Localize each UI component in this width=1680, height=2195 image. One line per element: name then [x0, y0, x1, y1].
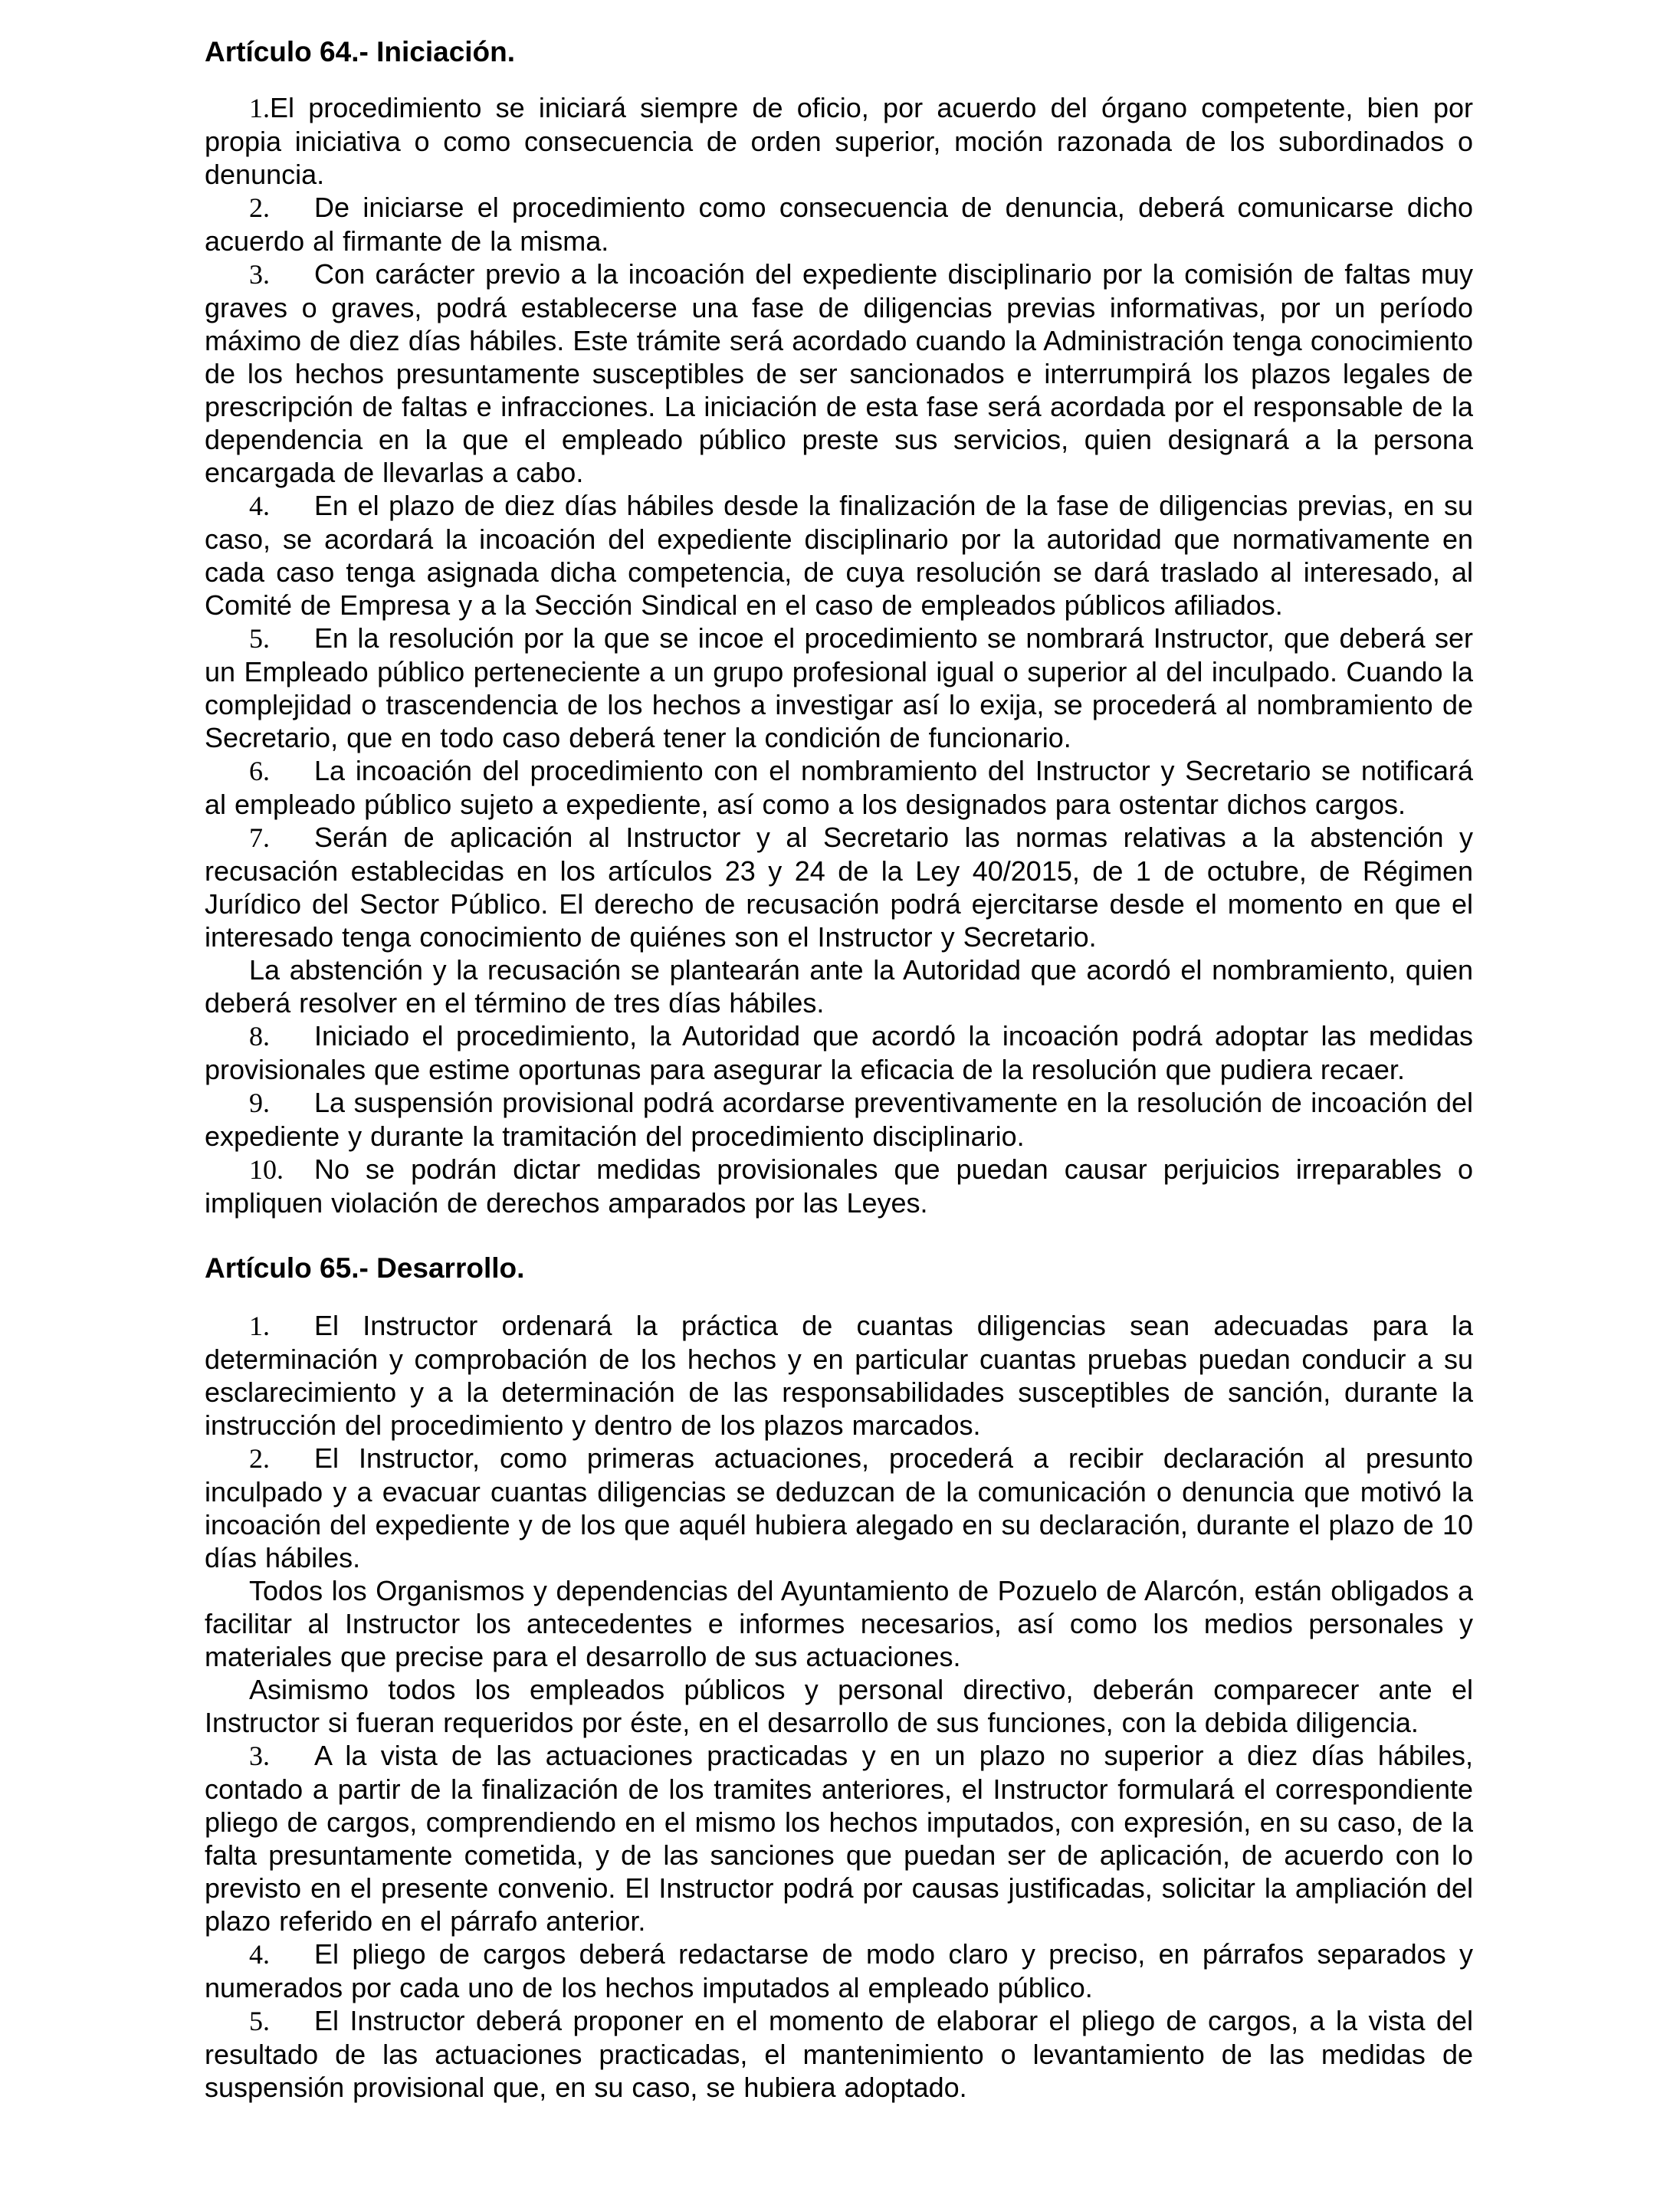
paragraph	[205, 91, 1473, 191]
paragraph	[205, 1937, 1473, 2004]
paragraph-text: El Instructor deberá proponer en el momento de elaborar el pliego de cargos, a la vista del resultado de las actuaciones practicadas, el mantenimiento o levantamiento de las medidas de suspensión provisional que, en su caso, se hubiera adoptado.	[205, 2005, 1473, 2103]
paragraph-text: A la vista de las actuaciones practicadas y en un plazo no superior a diez días hábiles, contado a partir de la finalización de los tramites anteriores, el Instructor formulará el correspondiente pliego de cargos, comprendiendo en el mismo los hechos imputados, con expresión, en su caso, de la falta presuntamente cometida, y de las sanciones que puedan ser de aplicación, de acuerdo con lo previsto en el presente convenio. El Instructor podrá por causas justificadas, solicitar la ampliación del plazo referido en el párrafo anterior.	[205, 1740, 1473, 1937]
paragraph-number: 4.	[249, 1939, 270, 1970]
paragraph-text: De iniciarse el procedimiento como consecuencia de denuncia, deberá comunicarse dicho acuerdo al firmante de la misma.	[205, 192, 1473, 257]
article-65-heading: Artículo 65.- Desarrollo.	[205, 1252, 525, 1284]
paragraph-text: El Instructor, como primeras actuaciones, procederá a recibir declaración al presunto inculpado y a evacuar cuantas diligencias se deduzcan de la comunicación o denuncia que motivó la incoación del expediente y de los que aquél hubiera alegado en su declaración, durante el plazo de 10 días hábiles.	[205, 1442, 1473, 1573]
paragraph-number: 5.	[249, 2006, 270, 2036]
paragraph	[205, 1739, 1473, 1937]
paragraph-text: Todos los Organismos y dependencias del Ayuntamiento de Pozuelo de Alarcón, están obligados a facilitar al Instructor los antecedentes e informes necesarios, así como los medios personales y materiales que precise para el desarrollo de sus actuaciones.	[205, 1575, 1473, 1672]
paragraph	[205, 1309, 1473, 1442]
paragraph-number: 10.	[249, 1154, 284, 1185]
paragraph	[205, 191, 1473, 258]
paragraph-text: Con carácter previo a la incoación del expediente disciplinario por la comisión de faltas muy graves o graves, podrá establecerse una fase de diligencias previas informativas, por un período máximo de diez días hábiles. Este trámite será acordado cuando la Administración tenga conocimiento de los hechos presuntamente susceptibles de ser sancionados e interrumpirá los plazos legales de prescripción de faltas e infracciones. La iniciación de esta fase será acordada por el responsable de la dependencia en la que el empleado público preste sus servicios, quien designará a la persona encargada de llevarlas a cabo.	[205, 258, 1473, 488]
paragraph-text: Asimismo todos los empleados públicos y personal directivo, deberán comparecer ante el Instructor si fueran requeridos por éste, en el desarrollo de sus funciones, con la debida diligencia.	[205, 1674, 1473, 1738]
paragraph-number: 2.	[249, 1443, 270, 1474]
paragraph-text: Serán de aplicación al Instructor y al Secretario las normas relativas a la abstención y recusación establecidas en los artículos 23 y 24 de la Ley 40/2015, de 1 de octubre, de Régimen Jurídico del Sector Público. El derecho de recusación podrá ejercitarse desde el momento en que el interesado tenga conocimiento de quiénes son el Instructor y Secretario.	[205, 822, 1473, 953]
paragraph	[205, 2004, 1473, 2104]
paragraph-text: El procedimiento se iniciará siempre de oficio, por acuerdo del órgano competente, bien por propia iniciativa o como consecuencia de orden superior, moción razonada de los subordinados o denuncia.	[205, 92, 1473, 190]
paragraph	[205, 1086, 1473, 1153]
paragraph-text: En la resolución por la que se incoe el procedimiento se nombrará Instructor, que deberá ser un Empleado público perteneciente a un grupo profesional igual o superior al del inculpado. Cuando la complejidad o trascendencia de los hechos a investigar así lo exija, se procederá al nombramiento de Secretario, que en todo caso deberá tener la condición de funcionario.	[205, 622, 1473, 753]
paragraph	[205, 1574, 1473, 1673]
paragraph	[205, 754, 1473, 821]
paragraph	[205, 953, 1473, 1019]
paragraph-text: La incoación del procedimiento con el nombramiento del Instructor y Secretario se notificará al empleado público sujeto a expediente, así como a los designados para ostentar dichos cargos.	[205, 755, 1473, 820]
paragraph-text: No se podrán dictar medidas provisionales que puedan causar perjuicios irreparables o impliquen violación de derechos amparados por las Leyes.	[205, 1153, 1473, 1219]
paragraph-number: 6.	[249, 756, 270, 786]
paragraph	[205, 1153, 1473, 1219]
paragraph	[205, 622, 1473, 754]
paragraph-number: 5.	[249, 623, 270, 654]
paragraph-number: 9.	[249, 1088, 270, 1118]
paragraph-number: 4.	[249, 491, 270, 521]
paragraph-text: El Instructor ordenará la práctica de cuantas diligencias sean adecuadas para la determinación y comprobación de los hechos y en particular cuantas pruebas puedan conducir a su esclarecimiento y a la determinación de las responsabilidades susceptibles de sanción, durante la instrucción del procedimiento y dentro de los plazos marcados.	[205, 1310, 1473, 1441]
paragraph-number: 3.	[249, 1741, 270, 1771]
paragraph-number: 1.	[249, 93, 270, 123]
paragraph-number: 7.	[249, 822, 270, 853]
paragraph	[205, 258, 1473, 489]
paragraph	[205, 489, 1473, 622]
paragraph	[205, 1442, 1473, 1574]
paragraph-number: 3.	[249, 259, 270, 290]
paragraph	[205, 1673, 1473, 1739]
paragraph	[205, 1019, 1473, 1086]
paragraph	[205, 821, 1473, 953]
paragraph-text: La suspensión provisional podrá acordarse preventivamente en la resolución de incoación del expediente y durante la tramitación del procedimiento disciplinario.	[205, 1087, 1473, 1152]
paragraph-text: En el plazo de diez días hábiles desde la finalización de la fase de diligencias previas, en su caso, se acordará la incoación del expediente disciplinario por la autoridad que normativamente en cada caso tenga asignada dicha competencia, de cuya resolución se dará traslado al interesado, al Comité de Empresa y a la Sección Sindical en el caso de empleados públicos afiliados.	[205, 490, 1473, 621]
paragraph-number: 8.	[249, 1021, 270, 1052]
article-64-heading: Artículo 64.- Iniciación.	[205, 36, 516, 67]
paragraph-text: La abstención y la recusación se plantearán ante la Autoridad que acordó el nombramiento, quien deberá resolver en el término de tres días hábiles.	[205, 954, 1473, 1019]
paragraph-text: Iniciado el procedimiento, la Autoridad que acordó la incoación podrá adoptar las medidas provisionales que estime oportunas para asegurar la eficacia de la resolución que pudiera recaer.	[205, 1020, 1473, 1085]
paragraph-number: 2.	[249, 192, 270, 223]
paragraph-number: 1.	[249, 1311, 270, 1341]
paragraph-text: El pliego de cargos deberá redactarse de modo claro y preciso, en párrafos separados y numerados por cada uno de los hechos imputados al empleado público.	[205, 1938, 1473, 2003]
